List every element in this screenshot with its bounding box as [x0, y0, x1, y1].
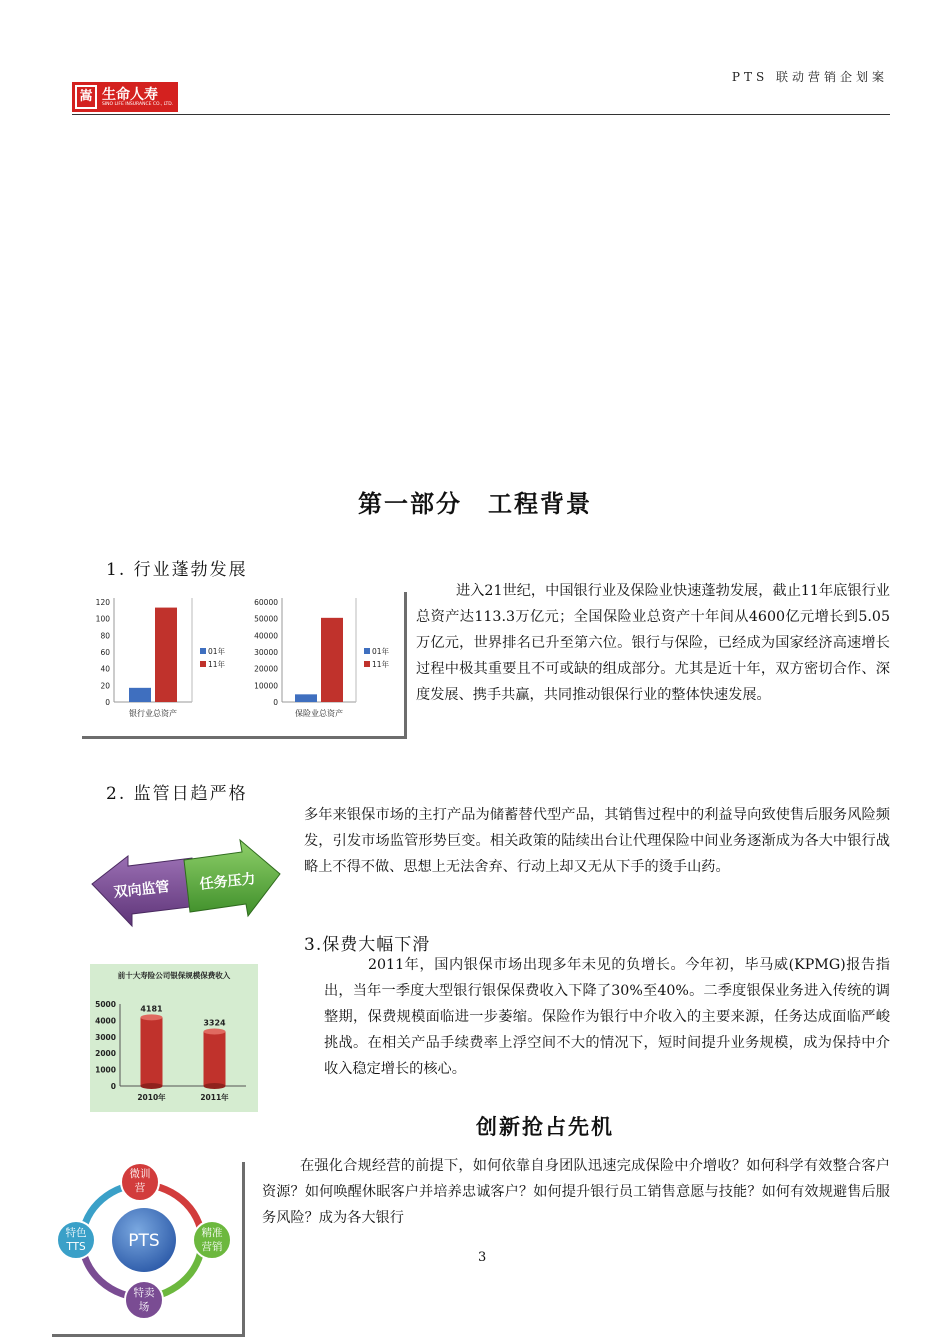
- part-title: 第一部分 工程背景: [358, 490, 592, 518]
- legend-label: 01年: [372, 647, 390, 656]
- node-weixunying-label-2: 营: [134, 1182, 146, 1194]
- page-number: 3: [478, 1250, 487, 1265]
- y-tick-label: 0: [273, 698, 278, 707]
- x-category-label: 银行业总资产: [129, 709, 177, 718]
- y-tick-label: 120: [95, 598, 110, 607]
- logo-english-name: SINO LIFE INSURANCE CO., LTD.: [102, 102, 174, 107]
- y-tick-label: 50000: [254, 614, 278, 624]
- legend-label: 11年: [372, 660, 390, 669]
- y-tick-label: 20: [100, 681, 110, 691]
- legend-label: 01年: [208, 647, 226, 656]
- section-1-heading: 1. 行业蓬勃发展: [106, 560, 248, 580]
- y-tick-label: 60000: [254, 598, 278, 607]
- bar-11年: [155, 608, 177, 702]
- x-category-label: 保险业总资产: [295, 709, 343, 718]
- data-label: 3324: [203, 1018, 226, 1028]
- premium-income-chart: [90, 964, 258, 1112]
- bar-2011年: [204, 1031, 226, 1086]
- y-tick-label: 80: [100, 631, 110, 641]
- header-divider: [72, 114, 890, 115]
- bank-assets-chart: [82, 592, 242, 732]
- y-tick-label: 4000: [95, 1016, 116, 1026]
- bar-2010年: [141, 1017, 163, 1086]
- y-tick-label: 3000: [95, 1032, 116, 1042]
- legend-swatch-01年: [200, 648, 206, 654]
- legend-label: 11年: [208, 660, 226, 669]
- x-category-label: 2011年: [200, 1093, 229, 1102]
- legend-swatch-01年: [364, 648, 370, 654]
- pts-center-label: PTS: [128, 1231, 160, 1251]
- node-tese-label-1: 特色: [65, 1227, 87, 1239]
- document-title: PTS 联动营销企划案: [731, 70, 888, 84]
- bar-base-2010年: [141, 1083, 163, 1089]
- bar-top-2010年: [141, 1014, 163, 1020]
- data-label: 4181: [140, 1004, 163, 1014]
- pts-diagram-frame: [52, 1162, 245, 1337]
- x-category-label: 2010年: [137, 1093, 166, 1102]
- legend-swatch-11年: [364, 661, 370, 667]
- innovation-paragraph: 在强化合规经营的前提下，如何依靠自身团队迅速完成保险中介增收？如何科学有效整合客户资源？如何唤醒休眠客户并培养忠诚客户？如何提升银行员工销售意愿与技能？如何有效规避售后服务风险？成为各大银行: [262, 1158, 890, 1226]
- regulation-arrows-graphic: [88, 836, 284, 940]
- chart-title: 前十大寿险公司银保规模保费收入: [117, 971, 231, 980]
- chart-panel-assets: [82, 592, 407, 739]
- y-tick-label: 1000: [95, 1065, 116, 1075]
- insurance-assets-chart: [242, 592, 404, 732]
- y-tick-label: 5000: [95, 1000, 116, 1009]
- logo-emblem-icon: 嵩: [75, 85, 97, 109]
- bar-01年: [295, 694, 317, 702]
- y-tick-label: 0: [105, 698, 110, 707]
- innovation-title: 创新抢占先机: [476, 1115, 614, 1139]
- section-3-heading: 3.保费大幅下滑: [304, 935, 431, 955]
- y-tick-label: 60: [100, 648, 110, 657]
- company-logo: [72, 82, 178, 112]
- bar-base-2011年: [204, 1083, 226, 1089]
- node-weixunying-label-1: 微训: [129, 1168, 151, 1180]
- section-2-heading: 2. 监管日趋严格: [106, 784, 248, 804]
- section-1-paragraph: 进入21世纪，中国银行业及保险业快速蓬勃发展，截止11年底银行业总资产达113.3万亿元；全国保险业总资产十年间从4600亿元增长到5.05万亿元，世界排名已升至第六位。银行与保险，已经成为国家经济高速增长过程中极其重要且不可或缺的组成部分。尤其是近十年，双方密切合作、深度发展、携手共赢，共同推动银保行业的整体快速发展。: [416, 583, 890, 703]
- y-tick-label: 40: [100, 664, 110, 674]
- node-temai-label-1: 特卖: [133, 1287, 155, 1299]
- node-temai-label-2: 场: [138, 1301, 150, 1313]
- y-tick-label: 2000: [95, 1049, 116, 1059]
- bar-11年: [321, 618, 343, 702]
- y-tick-label: 20000: [254, 664, 278, 674]
- bar-top-2011年: [204, 1028, 226, 1034]
- section-2-paragraph: 多年来银保市场的主打产品为储蓄替代型产品，其销售过程中的利益导向致使售后服务风险频发，引发市场监管形势巨变。相关政策的陆续出台让代理保险中间业务逐渐成为各大中银行战略上不得不做、思想上无法舍弃、行动上却又无从下手的烫手山药。: [304, 807, 890, 875]
- node-jingzhun-label-1: 精准: [201, 1227, 223, 1239]
- pts-cycle-diagram: [52, 1162, 242, 1334]
- legend-swatch-11年: [200, 661, 206, 667]
- node-tese-label-2: TTS: [66, 1241, 86, 1253]
- arrow-right-label: 任务压力: [198, 871, 257, 893]
- logo-name: 生命人寿: [102, 87, 158, 103]
- y-tick-label: 40000: [254, 631, 278, 641]
- bar-01年: [129, 688, 151, 702]
- y-tick-label: 100: [95, 614, 110, 624]
- y-tick-label: 10000: [254, 681, 278, 691]
- arrow-left-label: 双向监管: [112, 879, 171, 901]
- y-tick-label: 30000: [254, 648, 278, 657]
- y-tick-label: 0: [110, 1082, 116, 1091]
- node-jingzhun-label-2: 营销: [201, 1241, 223, 1253]
- section-3-paragraph: 2011年，国内银保市场出现多年未见的负增长。今年初，毕马威(KPMG)报告指出，当年一季度大型银行银保保费收入下降了30%至40%。二季度银保业务进入传统的调整期，保费规模面临进一步萎缩。保险作为银行中介收入的主要来源，任务达成面临严峻挑战。在相关产品手续费率上浮空间不大的情况下，短时间提升业务规模，成为保持中介收入稳定增长的核心。: [324, 957, 890, 1077]
